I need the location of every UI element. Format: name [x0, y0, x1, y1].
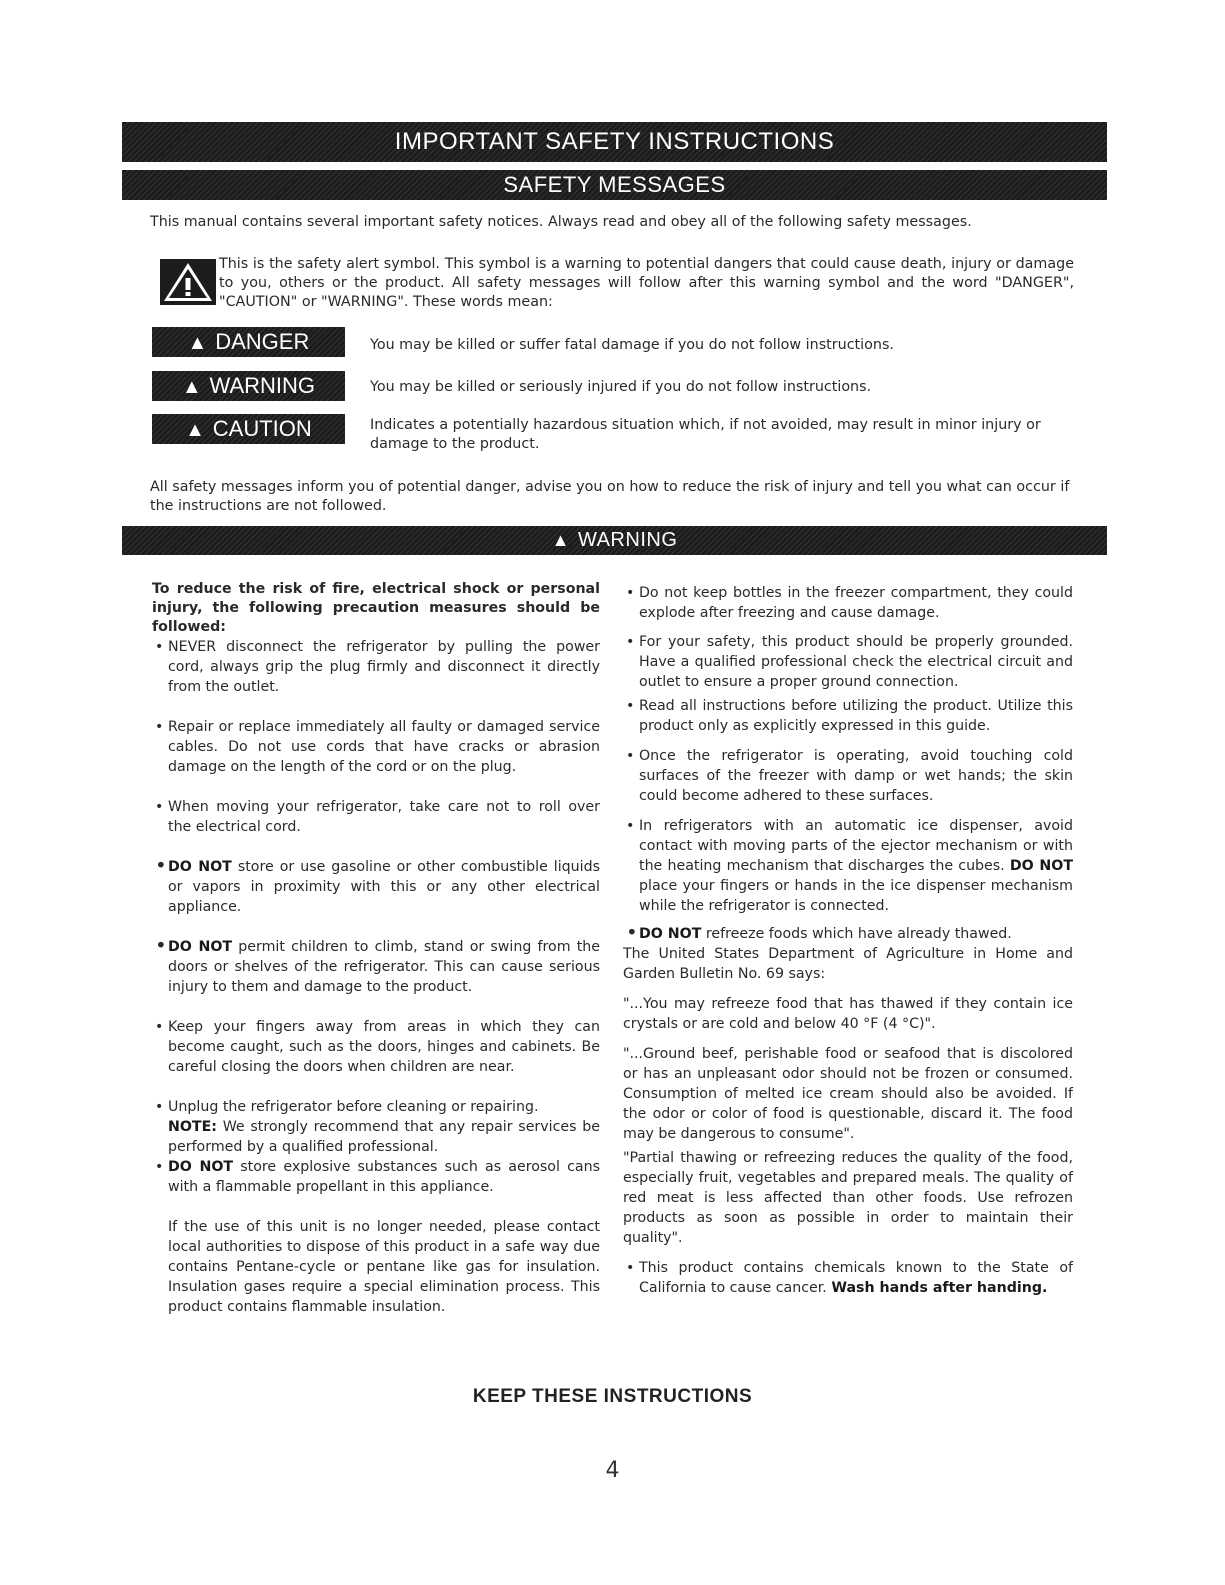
precaution-lead: To reduce the risk of fire, electrical shock or personal injury, the following precaution measures should be followed: [152, 581, 600, 635]
right-column [623, 583, 1073, 1298]
list-item: • This product contains chemicals known to the State of California to cause cancer. Wash hands after handing. [623, 1258, 1073, 1298]
warning-word: WARNING [209, 373, 316, 398]
warning-triangle-icon: ▲ [185, 419, 205, 441]
list-item: • NEVER disconnect the refrigerator by pulling the power cord, always grip the plug firmly and disconnect it directly from the outlet. [152, 637, 600, 697]
danger-description: You may be killed or suffer fatal damage if you do not follow instructions. [370, 337, 894, 353]
do-not-emphasis: DO NOT [639, 926, 702, 942]
caution-description: Indicates a potentially hazardous situation which, if not avoided, may result in minor injury or damage to the product. [370, 417, 1041, 452]
sub-title: SAFETY MESSAGES [503, 172, 726, 197]
warning-triangle-icon: ▲ [181, 376, 202, 398]
do-not-emphasis: DO NOT [1009, 858, 1073, 874]
warning-banner [122, 526, 1107, 555]
quote-paragraph: "...You may refreeze food that has thawed if they contain ice crystals or are cold and below 40 °F (4 °C)". [623, 996, 1073, 1032]
quote-paragraph: "Partial thawing or refreezing reduces the quality of the food, especially fruit, vegetables and prepared meals. The quality of red meat is less affected than other foods. Use refrozen products as soon as possible in order to maintain their quality". [623, 1150, 1073, 1246]
list-item: • Do not keep bottles in the freezer compartment, they could explode after freezing and cause damage. [623, 583, 1073, 623]
disposal-paragraph: If the use of this unit is no longer needed, please contact local authorities to dispose of this product in a safe way due contains Pentane-cycle or pentane like gas for insulation. Insulation gases require a special elimination process. This product contains flammable insulation. [168, 1219, 600, 1315]
list-item: • DO NOT refreeze foods which have already thawed. [623, 924, 1073, 944]
danger-label [152, 327, 345, 357]
warning-triangle-icon: ▲ [551, 530, 570, 550]
keep-instructions-title: KEEP THESE INSTRUCTIONS [472, 1386, 753, 1407]
safety-alert-symbol-icon [160, 259, 216, 305]
left-column [152, 580, 600, 1317]
list-item: • Repair or replace immediately all faulty or damaged service cables. Do not use cords that have cracks or abrasion damage on the length of the cord or on the plug. [152, 717, 600, 777]
list-item: • DO NOT store or use gasoline or other combustible liquids or vapors in proximity with this or any other electrical appliance. [152, 857, 600, 917]
caution-label [152, 414, 345, 444]
main-title-banner [122, 122, 1107, 162]
sub-title-banner [122, 170, 1107, 200]
list-item: • For your safety, this product should be properly grounded. Have a qualified professional check the electrical circuit and outlet to ensure a proper ground connection. [623, 632, 1073, 692]
list-item: • Keep your fingers away from areas in which they can become caught, such as the doors, hinges and cabinets. Be careful closing the doors when children are near. [152, 1017, 600, 1077]
list-item: • When moving your refrigerator, take care not to roll over the electrical cord. [152, 797, 600, 837]
do-not-emphasis: DO NOT [168, 1159, 234, 1175]
warning-label [152, 371, 345, 401]
intro-text: This manual contains several important safety notices. Always read and obey all of the following safety messages. [150, 214, 972, 230]
list-item: • In refrigerators with an automatic ice dispenser, avoid contact with moving parts of the ejector mechanism or with the heating mechanism that discharges the cubes. DO NOT place your fingers or hands in the ice dispenser mechanism while the refrigerator is connected. [623, 816, 1073, 916]
main-title: IMPORTANT SAFETY INSTRUCTIONS [394, 128, 835, 155]
caution-word: CAUTION [212, 416, 312, 441]
quote-paragraph: "...Ground beef, perishable food or seafood that is discolored or has an unpleasant odor should not be frozen or consumed. Consumption of melted ice cream should also be avoided. If the odor or color of food is questionable, discard it. The food may be dangerous to consume". [623, 1046, 1073, 1142]
note-label: NOTE: [168, 1119, 217, 1135]
warning-description: You may be killed or seriously injured if you do not follow instructions. [370, 379, 872, 395]
list-item: • DO NOT permit children to climb, stand or swing from the doors or shelves of the refrigerator. This can cause serious injury to them and damage to the product. [152, 937, 600, 997]
warning-triangle-icon: ▲ [187, 332, 208, 354]
alert-symbol-description: This is the safety alert symbol. This symbol is a warning to potential dangers that could cause death, injury or damage to you, others or the product. All safety messages will follow after this warning symbol and the word "DANGER", "CAUTION" or "WARNING". These words mean: [219, 256, 1074, 310]
usda-paragraph: The United States Department of Agriculture in Home and Garden Bulletin No. 69 says: [623, 946, 1073, 982]
danger-word: DANGER [215, 329, 310, 354]
all-safety-messages-text: All safety messages inform you of potential danger, advise you on how to reduce the risk of injury and tell you what can occur if the instructions are not followed. [150, 479, 1070, 514]
list-item: • Once the refrigerator is operating, avoid touching cold surfaces of the freezer with damp or wet hands; the skin could become adhered to these surfaces. [623, 746, 1073, 806]
list-item: • Unplug the refrigerator before cleaning or repairing. NOTE: We strongly recommend that any repair services be performed by a qualified professional. [152, 1097, 600, 1157]
page-number: 4 [605, 1458, 620, 1483]
wash-hands-emphasis: Wash hands after handing. [831, 1280, 1048, 1296]
do-not-emphasis: DO NOT [168, 859, 232, 875]
warning-banner-label: WARNING [577, 529, 678, 551]
do-not-emphasis: DO NOT [168, 939, 233, 955]
list-item: • Read all instructions before utilizing the product. Utilize this product only as explicitly expressed in this guide. [623, 696, 1073, 736]
list-item: • DO NOT store explosive substances such as aerosol cans with a flammable propellant in this appliance. [152, 1157, 600, 1197]
